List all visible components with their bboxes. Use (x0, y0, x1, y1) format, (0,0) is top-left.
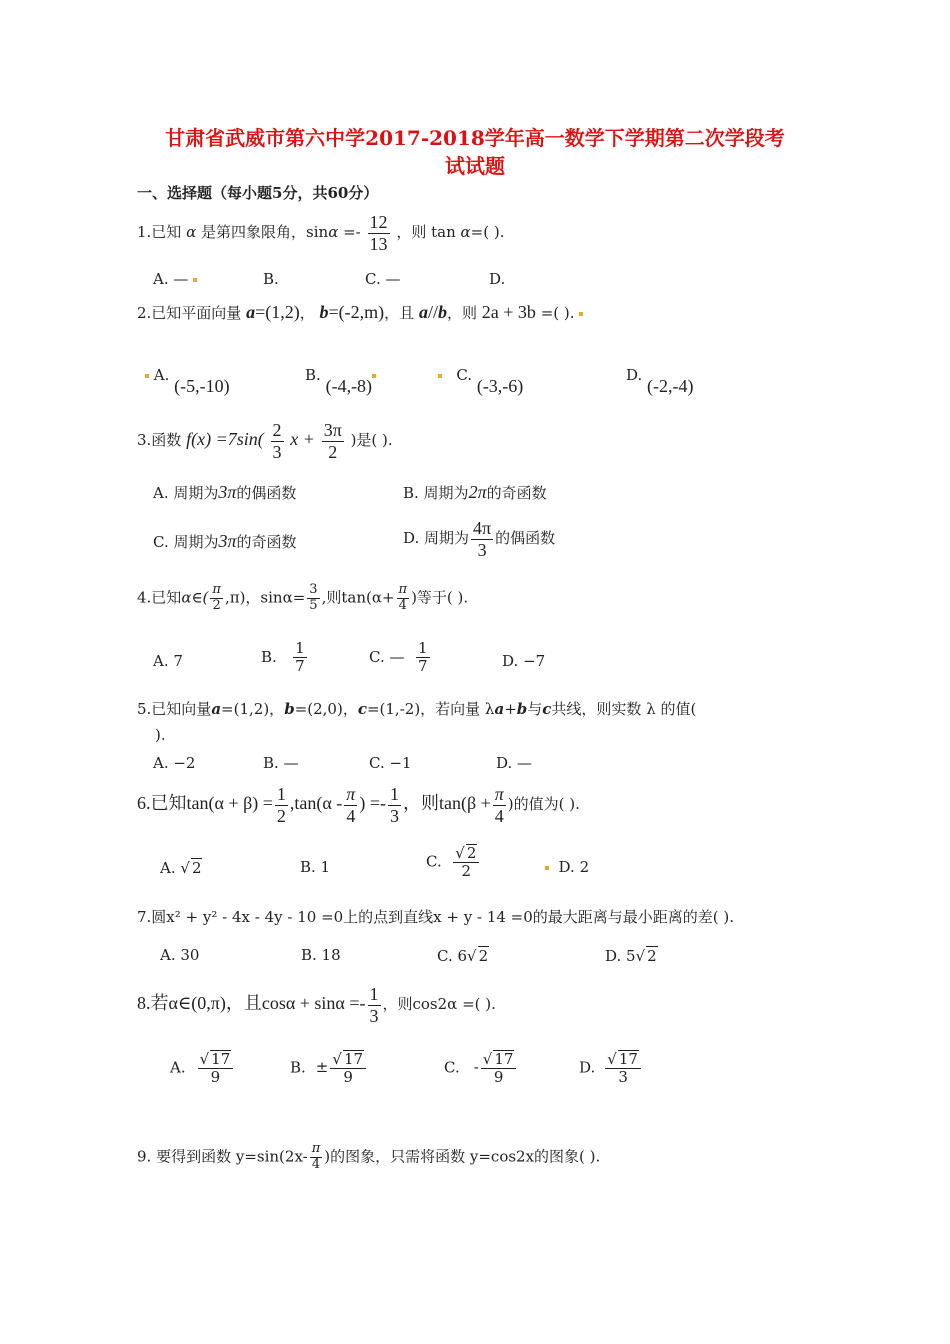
q6-frac-1-den: 2 (276, 805, 286, 826)
q6-stem-b: )的值为( ). (507, 795, 580, 814)
q3-opt-d-suffix: 的偶函数 (495, 529, 556, 548)
q5-vec-a: a (211, 700, 222, 718)
q8-option-c (444, 1050, 518, 1087)
q4-opt-c-frac (416, 640, 430, 676)
q4-mid-2: ,则tan(α+ (321, 588, 395, 607)
q9-frac-den: 4 (311, 1156, 321, 1172)
q5-option-d: D. — (496, 754, 533, 772)
q2-opt-a-value: (-5,-10) (174, 376, 230, 396)
q2-option-d (626, 364, 694, 396)
q8-stem-b: ，则cos2α =( ). (382, 995, 496, 1014)
q2-stem-d: =( ). (540, 304, 575, 322)
q1-stem-b: 是第四象限角，sin (201, 223, 329, 242)
q4-opt-c-label: C. — (369, 647, 405, 666)
q4-in: α∈( (181, 588, 209, 607)
q8-opt-a-label: A. (170, 1058, 186, 1077)
q5-t3: =(1,-2)，若向量 λ (366, 700, 495, 718)
q6-option-a: A. √ 2 (160, 859, 202, 877)
q3-opt-c-value: 3π (218, 531, 237, 551)
q9-frac-num: π (311, 1141, 321, 1156)
q4-frac-1-num: π (212, 582, 221, 597)
q6-frac-2 (344, 784, 357, 826)
q6-option-b: B. 1 (300, 858, 331, 876)
q8-frac-num: 1 (369, 984, 379, 1004)
q4-stem-a: 4.已知 (137, 588, 182, 607)
q3-option-d (403, 518, 555, 560)
q3-stem-a: 3.函数 (137, 431, 182, 450)
q4-opt-b-num: 1 (295, 639, 305, 657)
q2-opt-a-label: A. (153, 366, 170, 384)
q6-opt-c-den: 2 (461, 862, 472, 881)
q6-frac-4 (493, 784, 506, 826)
q9-frac (310, 1142, 323, 1173)
q8-opt-b-label: B. (290, 1058, 306, 1077)
q5-vec-c: c (357, 700, 367, 718)
title-line-1: 甘肃省武威市第六中学2017-2018学年高一数学下学期第二次学段考 (165, 126, 785, 150)
q8-option-b (290, 1050, 368, 1087)
q2-option-b (305, 364, 376, 396)
q3-opt-a-value: 3π (218, 482, 237, 502)
q9-stem-b: )的图象，只需将函数 y=cos2x的图象( ). (324, 1147, 601, 1166)
q4-frac-3-den: 4 (398, 597, 407, 613)
q2-parallel: // (427, 302, 438, 322)
q1-option-d: D. (489, 270, 506, 288)
q8-option-d (579, 1050, 643, 1087)
question-8 (137, 984, 496, 1026)
q8-opt-d-radicand: 17 (618, 1050, 638, 1068)
q8-opt-c-label: C. (444, 1058, 460, 1077)
q8-opt-a-radicand: 17 (211, 1050, 231, 1068)
q1-fraction (368, 212, 390, 254)
q2-eq-a: =(1,2) (255, 302, 300, 322)
q5-t6: 共线，则实数 λ 的值( (551, 700, 697, 718)
q5-option-c: C. −1 (369, 754, 412, 772)
q2-expr: 2a + 3b (481, 302, 536, 322)
q3-option-c (153, 531, 297, 552)
q5-vec-c-2: c (542, 700, 552, 718)
q4-opt-c-num: 1 (418, 639, 428, 657)
q1-option-c: C. — (365, 270, 401, 288)
q3-frac-2 (322, 420, 344, 462)
q3-opt-d-prefix: D. 周期为 (403, 529, 470, 548)
q3-frac-2-num: 3π (323, 420, 342, 440)
marker-dot (145, 374, 149, 378)
q6-frac-2-den: 4 (346, 805, 356, 826)
q6-frac-1-num: 1 (276, 784, 286, 804)
q1-tan: tan (431, 223, 456, 242)
q1-stem-d: =( ). (470, 223, 505, 242)
q5-vec-a-2: a (494, 700, 505, 718)
q3-opt-c-suffix: 的奇函数 (236, 533, 297, 551)
q6-mid-3: ，则tan(β + (402, 793, 491, 814)
q2-vec-a-2: a (418, 302, 428, 322)
q1-opt-a-text: A. — (153, 270, 189, 288)
q5-t2: =(2,0)， (294, 700, 358, 718)
q1-option-a (153, 270, 197, 288)
marker-dot (545, 866, 549, 870)
q2-eq-b: =(-2,m) (328, 302, 385, 322)
q2-stem-a: 2.已知平面向量 (137, 304, 242, 322)
q4-option-c (369, 640, 432, 676)
q1-alpha-2: α (328, 223, 339, 242)
q3-opt-b-value: 2π (468, 482, 487, 502)
q7-opt-d-label: D. 5 (605, 947, 636, 965)
q1-stem-c: ，则 (396, 223, 427, 242)
q3-opt-c-prefix: C. 周期为 (153, 533, 219, 551)
q3-opt-d-den: 3 (477, 539, 487, 560)
q7-option-d: D. 5√ 2 (605, 947, 657, 965)
section-heading: 一、选择题（每小题5分，共60分） (137, 184, 379, 202)
q1-den: 13 (369, 233, 388, 254)
q8-opt-a-frac: $\frac{√ 17}{9}$ (198, 1050, 234, 1087)
q4-frac-3 (397, 583, 410, 614)
q4-frac-2 (307, 583, 319, 614)
q4-frac-2-den: 5 (309, 597, 318, 613)
q6-frac-4-num: π (494, 784, 504, 804)
q4-opt-c-den: 7 (418, 657, 428, 676)
q3-mid: x + (290, 429, 315, 450)
q5-stem-line-2: ). (155, 726, 166, 744)
q4-frac-1-den: 2 (212, 597, 221, 613)
q4-option-b (261, 640, 309, 676)
question-4 (137, 583, 468, 614)
q2-opt-c-value: (-3,-6) (476, 376, 524, 396)
q3-frac-1-num: 2 (272, 420, 282, 440)
q8-opt-b-radicand: 17 (343, 1050, 364, 1068)
q2-option-a (145, 364, 230, 396)
q3-opt-b-prefix: B. 周期为 (403, 484, 469, 502)
q4-frac-1 (210, 583, 223, 614)
q3-option-a (153, 482, 296, 503)
q4-opt-b-frac (293, 640, 307, 676)
q6-option-c (426, 844, 481, 881)
q2-stem-b: ，且 (384, 304, 415, 322)
q8-frac (368, 984, 381, 1026)
q4-mid-1: ,π)，sinα= (224, 588, 306, 607)
q7-option-a: A. 30 (160, 946, 200, 964)
q3-func: f(x) =7sin( (186, 429, 264, 450)
q4-opt-b-den: 7 (295, 657, 305, 676)
q4-option-a: A. 7 (153, 652, 183, 670)
q3-opt-d-frac (471, 518, 493, 560)
q7-option-b: B. 18 (301, 946, 341, 964)
marker-dot (438, 374, 442, 378)
q1-num: 12 (369, 212, 388, 232)
q9-stem-a: 9. 要得到函数 y=sin(2x- (137, 1147, 308, 1166)
q2-opt-b-value: (-4,-8) (325, 376, 373, 396)
q2-opt-b-label: B. (305, 366, 321, 384)
q1-option-b: B. (263, 270, 279, 288)
q8-opt-d-frac: $\frac{√ 17}{3}$ (605, 1050, 641, 1087)
q8-option-a (170, 1050, 235, 1087)
q3-frac-2-den: 2 (328, 441, 338, 462)
q5-option-a: A. −2 (153, 754, 196, 772)
q6-frac-4-den: 4 (494, 805, 504, 826)
q6-stem-a: 6.已知tan(α + β) = (137, 793, 273, 814)
q8-opt-c-sign: - (473, 1058, 479, 1077)
q1-alpha-3: α (460, 223, 471, 242)
q3-opt-a-suffix: 的偶函数 (236, 484, 297, 502)
q8-frac-den: 3 (369, 1005, 379, 1026)
q6-opt-d-text: D. 2 (558, 858, 590, 876)
q2-stem-c: ，则 (446, 304, 477, 322)
q6-frac-3 (388, 784, 401, 826)
q1-eq: =- (343, 223, 361, 242)
marker-dot (372, 374, 376, 378)
question-9 (137, 1142, 600, 1173)
q4-opt-b-label: B. (261, 647, 277, 666)
q7-opt-c-label: C. 6 (437, 947, 468, 965)
q8-opt-c-den: 9 (493, 1068, 504, 1087)
q2-sep: ， (299, 304, 315, 322)
question-3 (137, 420, 393, 462)
q4-stem-b: )等于( ). (411, 588, 469, 607)
q8-opt-d-label: D. (579, 1058, 596, 1077)
q8-opt-c-frac: $\frac{√ 17}{9}$ (481, 1050, 517, 1087)
q3-opt-a-prefix: A. 周期为 (153, 484, 219, 502)
q5-t4: + (504, 700, 517, 718)
q5-vec-b: b (284, 700, 295, 718)
q6-frac-3-den: 3 (389, 805, 399, 826)
question-6 (137, 784, 580, 826)
q2-opt-d-value: (-2,-4) (647, 376, 694, 396)
q2-option-c (438, 364, 524, 396)
q6-opt-c-radicand: 2 (466, 844, 477, 862)
q6-opt-a-label: A. (160, 859, 176, 877)
q8-opt-b-den: 9 (343, 1068, 353, 1087)
q8-stem-a: 8.若α∈(0,π)，且cosα + sinα =- (137, 993, 366, 1014)
question-2 (137, 302, 583, 323)
question-7: 7.圆x² + y² - 4x - 4y - 10 =0上的点到直线x + y - 14 =0的最大距离与最小距离的差( ). (137, 908, 735, 926)
q4-frac-2-num: 3 (309, 582, 318, 597)
q5-option-b: B. — (263, 754, 299, 772)
q8-opt-b-sign: ± (315, 1058, 329, 1077)
q1-alpha: α (186, 223, 197, 242)
q8-opt-c-radicand: 17 (494, 1050, 514, 1068)
q5-vec-b-2: b (516, 700, 528, 718)
q6-option-d (545, 858, 589, 876)
q4-option-d: D. −7 (502, 652, 546, 670)
q1-stem-a: 1.已知 (137, 223, 182, 242)
q3-opt-b-suffix: 的奇函数 (486, 484, 547, 502)
q8-opt-a-den: 9 (210, 1068, 221, 1087)
title-line-2: 试试题 (445, 154, 505, 178)
q3-opt-d-num: 4π (473, 518, 492, 538)
q5-t5: 与 (527, 700, 543, 718)
q6-opt-c-frac: $\frac{√ 2}{2}$ (453, 844, 479, 881)
q6-frac-2-num: π (346, 784, 356, 804)
q3-option-b (403, 482, 547, 503)
q6-frac-3-num: 1 (389, 784, 399, 804)
q7-option-c: C. 6√ 2 (437, 947, 489, 965)
q7-opt-d-radicand: 2 (647, 947, 657, 965)
q6-opt-a-radicand: 2 (191, 859, 202, 877)
q2-vec-a: a (246, 302, 256, 322)
q2-opt-c-label: C. (456, 366, 473, 384)
q8-opt-b-frac: $\frac{√ 17}{9}$ (330, 1050, 366, 1087)
q8-opt-d-den: 3 (618, 1068, 628, 1087)
q3-frac-1 (271, 420, 284, 462)
question-5 (137, 698, 696, 719)
q2-opt-d-label: D. (626, 366, 643, 384)
q2-vec-b-2: b (437, 302, 447, 322)
q6-opt-c-label: C. (426, 852, 442, 871)
q3-frac-1-den: 3 (272, 441, 282, 462)
q5-stem-a: 5.已知向量 (137, 700, 212, 718)
q6-mid-1: ,tan(α - (289, 793, 343, 814)
q2-vec-b: b (319, 302, 329, 322)
marker-dot (193, 278, 197, 282)
q4-frac-3-num: π (398, 582, 408, 597)
q7-opt-c-radicand: 2 (478, 947, 489, 965)
q3-stem-b: )是( ). (350, 431, 393, 450)
question-1 (137, 212, 504, 254)
q6-frac-1 (275, 784, 288, 826)
q5-t1: =(1,2)， (221, 700, 285, 718)
marker-dot (579, 312, 583, 316)
q6-mid-2: ) =- (359, 793, 386, 814)
